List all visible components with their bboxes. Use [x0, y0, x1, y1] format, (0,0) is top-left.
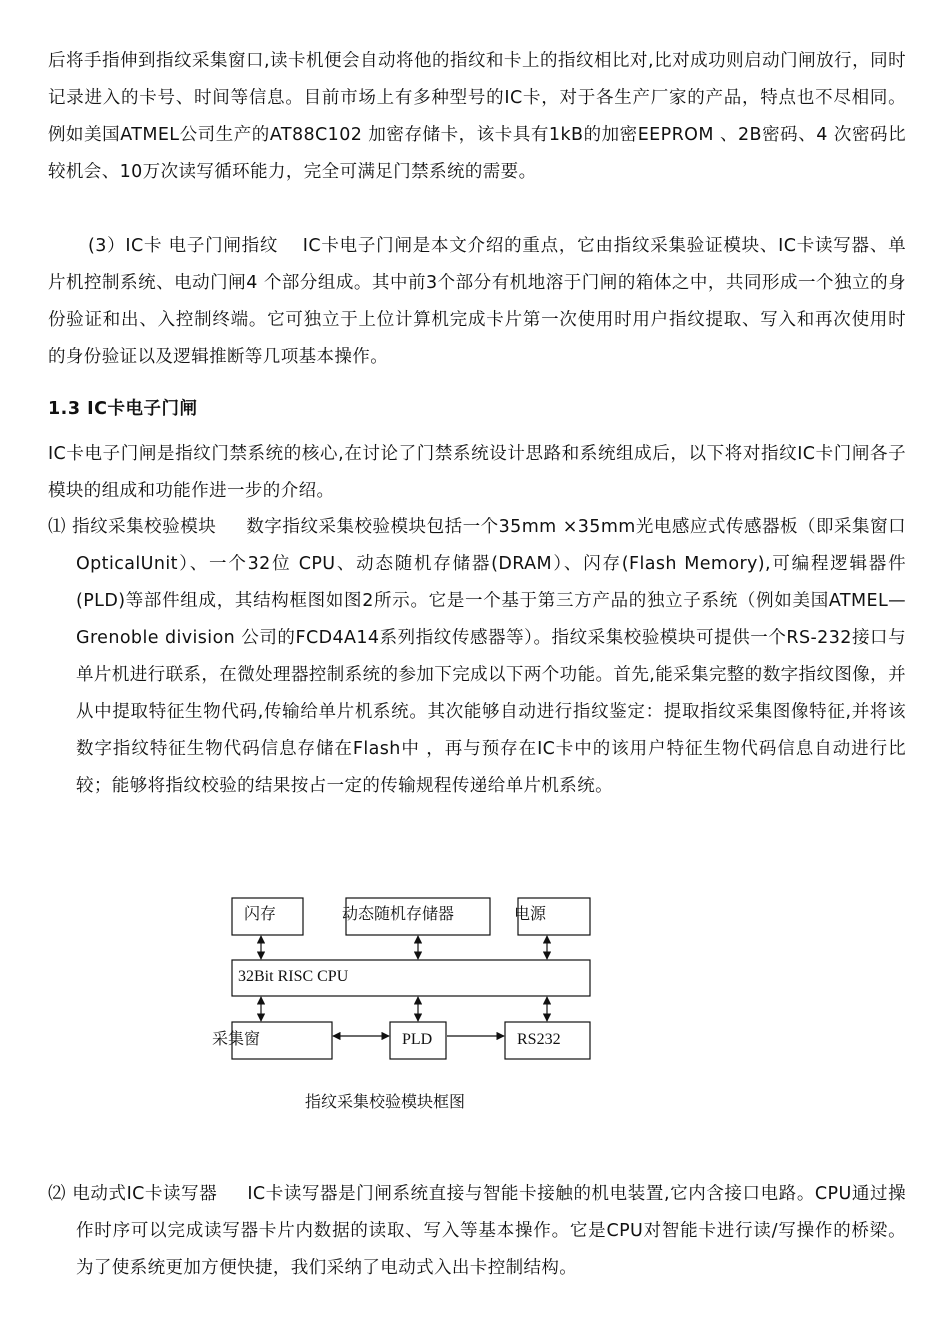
dram-label: 动态随机存储器: [342, 906, 455, 923]
item-label: ⑴ 指纹采集校验模块: [48, 517, 217, 537]
section-heading: 1.3 IC卡电子门闸: [48, 399, 198, 419]
flash-label: 闪存: [244, 906, 277, 923]
list-item-ic-reader: [48, 1176, 906, 1287]
rs232-label: RS232: [517, 1031, 561, 1048]
diagram-caption: 指纹采集校验模块框图: [305, 1094, 466, 1111]
item-text: IC卡读写器是门闸系统直接与智能卡接触的机电装置,它内含接口电路。CPU通过操作时序可以完成读写器卡片内数据的读取、写入等基本操作。它是CPU对智能卡进行读/写操作的桥梁。为了使系统更加方便快捷，我们采纳了电动式入出卡控制结构。: [76, 1184, 907, 1278]
window-label: 采集窗: [212, 1031, 261, 1048]
paragraph-intro: 后将手指伸到指纹采集窗口,读卡机便会自动将他的指纹和卡上的指纹相比对,比对成功则启动门闸放行，同时记录进入的卡号、时间等信息。目前市场上有多种型号的IC卡，对于各生产厂家的产品，特点也不尽相同。例如美国ATMEL公司生产的AT88C102 加密存储卡，该卡具有1kB的加密EEPROM 、2B密码、4 次密码比较机会、10万次读写循环能力，完全可满足门禁系统的需要。: [48, 51, 906, 182]
block-diagram: [0, 880, 950, 1140]
list-item-fingerprint-module: [48, 509, 906, 805]
paragraph-core: IC卡电子门闸是指纹门禁系统的核心,在讨论了门禁系统设计思路和系统组成后，以下将对指纹IC卡门闸各子模块的组成和功能作进一步的介绍。: [48, 444, 906, 501]
item-text: 数字指纹采集校验模块包括一个35mm ×35mm光电感应式传感器板（即采集窗口OpticalUnit）、一个32位 CPU、动态随机存储器(DRAM）、闪存(Flash Memory),可编程逻辑器件 (PLD)等部件组成，其结构框图如图2所示。它是一个基于第三方产品的独立子系统（例如美国ATMEL—Grenoble division 公司的FCD4A14系列指纹传感器等）。指纹采集校验模块可提供一个RS-232接口与单片机进行联系，在微处理器控制系统的参加下完成以下两个功能。首先,能采集完整的数字指纹图像，并从中提取特征生物代码,传输给单片机系统。其次能够自动进行指纹鉴定：提取指纹采集图像特征,并将该数字指纹特征生物代码信息存储在Flash中 ，再与预存在IC卡中的该用户特征生物代码信息自动进行比较；能够将指纹校验的结果按占一定的传输规程传递给单片机系统。: [76, 517, 906, 796]
paragraph-ic-gate-fingerprint: (3）IC卡 电子门闸指纹 IC卡电子门闸是本文介绍的重点，它由指纹采集验证模块、IC卡读写器、单片机控制系统、电动门闸4 个部分组成。其中前3个部分有机地溶于门闸的箱体之中，共同形成一个独立的身份验证和出、入控制终端。它可独立于上位计算机完成卡片第一次使用时用户指纹提取、写入和再次使用时的身份验证以及逻辑推断等几项基本操作。: [48, 236, 906, 367]
cpu-label: 32Bit RISC CPU: [238, 968, 349, 985]
item-label: ⑵ 电动式IC卡读写器: [48, 1184, 218, 1204]
power-label: 电源: [514, 906, 547, 923]
pld-label: PLD: [402, 1031, 433, 1048]
